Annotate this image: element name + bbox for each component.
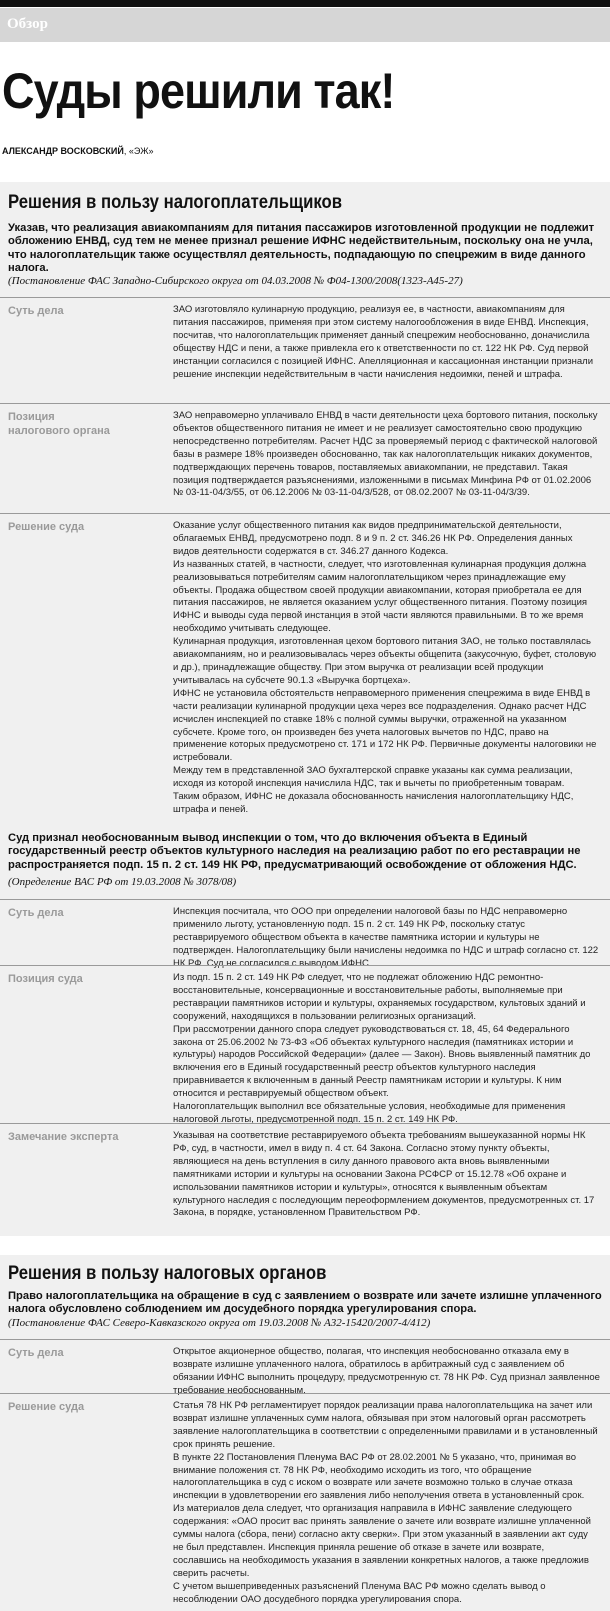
row-paragraph: Инспекция посчитала, что ООО при определении налоговой базы по НДС неправомерно применило льготу, установленную подп. 15 п. 2 ст. 149 НК РФ, поскольку статус реставрируемого обществом объекта в качестве памятника истории и культуры не подтвержден. Налогоплательщику были начислены недоимка по НДС и штраф согласно ст. 122 НК РФ. Суд не согласился с выводом ИФНС. (173, 906, 599, 969)
row-label: Суть дела (8, 1347, 64, 1359)
author-name: АЛЕКСАНДР ВОСКОВСКИЙ (2, 146, 124, 156)
row-paragraph: С учетом вышеприведенных разъяснений Пленума ВАС РФ можно сделать вывод о несоблюдении ОАО досудебного порядка урегулирования спора. (173, 1580, 546, 1605)
case-reference: (Постановление ФАС Западно-Сибирского округа от 04.03.2008 № Ф04-1300/2008(1323-А45-27) (8, 275, 463, 287)
row-paragraph: В пункте 22 Постановления Пленума ВАС РФ от 28.02.2001 № 5 указано, что, принимая во внимание положения ст. 78 НК РФ, необходимо исходить из того, что обращение налогоплательщика в суд с иском о возврате или зачете возможно только в случае отказа инспекции в удовлетворении его заявления либо неполучения ответа в установленный срок. (173, 1451, 585, 1502)
case-lead: Суд признал необоснованным вывод инспекции о том, что до включения объекта в Единый государственный реестр объектов культурного наследия на реализацию работ по его реставрации не распространяется подп. 15 п. 2 ст. 149 НК РФ, предусматривающий освобождение от обложения НДС. (8, 832, 581, 871)
row-label: Позиция суда (8, 973, 83, 985)
row-paragraph: Оказание услуг общественного питания как видов предпринимательской деятельности, облагаемых ЕНВД, предусмотрено подп. 8 и 9 п. 2 ст. 346.26 НК РФ. Определения данных видов деятельности содержатся в ст. 346.27 данного Кодекса. (173, 520, 573, 557)
top-rule (0, 0, 610, 7)
row-text (173, 520, 600, 817)
row-paragraph: Между тем в представленной ЗАО бухгалтерской справке указаны как сумма реализации, исходя из которой инспекция начислила НДС, так и вычеты по приобретенным товарам. (173, 765, 573, 790)
row-paragraph: Из названных статей, в частности, следует, что изготовленная кулинарная продукция должна реализовываться потребителям самим налогоплательщиком через принадлежащие ему объекты. Продажа обществом своей продукции авиакомпании, которая приобретала ее для питания пассажиров, не является оказанием услуг общественного питания. Поэтому позиция ИФНС и выводы суда первой инстанция в этой части являются правильными. В то же время необходимо учитывать следующее. (173, 558, 588, 635)
row-label: Суть дела (8, 907, 64, 919)
block-heading: Решения в пользу налогоплательщиков (8, 192, 343, 213)
block-taxpayer-wins (0, 182, 610, 1236)
row-paragraph: Из подп. 15 п. 2 ст. 149 НК РФ следует, что не подлежат обложению НДС ремонтно-восстановительные, консервационные и восстановительные работы, выполняемые при реставрации памятников истории и культуры, охраняемых государством, культовых зданий и сооружений, находящихся в пользовании религиозных организаций. (173, 972, 586, 1022)
case-reference: (Определение ВАС РФ от 19.03.2008 № 3078/08) (8, 876, 237, 888)
row-paragraph: Статья 78 НК РФ регламентирует порядок реализации права налогоплательщика на зачет или возврат излишне уплаченных сумм налога, обязывая при этом налоговый орган рассмотреть заявление налогоплательщика в соответствии с определенными правилами и в установленный срок принять решение. (173, 1400, 598, 1450)
case-row (0, 965, 610, 1123)
row-paragraph: Из материалов дела следует, что организация направила в ИФНС заявление следующего содержания: «ОАО просит вас принять заявление о зачете или возврате излишне уплаченной суммы налога (сбора, пени) согласно акту сверки». При этом указанный в заявлении акт суду не был представлен. Инспекция приняла решение об отказе в зачете или возврате, сославшись на необходимость указания в заявлении конкретных налогов, а также предложив сверить расчеты. (173, 1503, 591, 1579)
row-label: Решение суда (8, 1401, 85, 1413)
row-paragraph: ИФНС не установила обстоятельств неправомерного применения спецрежима в виде ЕНВД в части реализации кулинарной продукции цеха через все подразделения. Однако расчет НДС исчислен инспекцией по ставке 18% с полной суммы выручки, отраженной на указанном субсчете. Кроме того, он произведен без учета налоговых вычетов по НДС, право на применение которых предусмотрено ст. 171 и 172 НК РФ. Первичные документы налоговики не истребовали. (173, 687, 597, 764)
case-row (0, 1123, 610, 1236)
row-paragraph: Кулинарная продукция, изготовленная цехом бортового питания ЗАО, не только поставлялась авиакомпаниям, но и реализовывалась через объекты общепита (закусочную, буфет, столовую и др.), принадлежащие обществу. При этом выручка от реализации всей продукции учитывалась на субсчете 90.1.3 «Выручка бортцеха». (173, 636, 597, 686)
row-text (173, 906, 600, 971)
row-paragraph: При рассмотрении данного спора следует руководствоваться ст. 18, 45, 64 Федерального закона от 25.06.2002 № 73-ФЗ «Об объектах культурного наследия (памятниках истории и культуры) народов Российской Федерации» (далее — Закон). Вновь выявленный памятник до включения его в Единый государственный реестр объектов культурного наследия приравнивается к включенным в данный Реестр памятникам истории и культуры. К ним относится и реставрируемый обществом объект. (173, 1023, 591, 1100)
row-text (173, 972, 600, 1127)
row-text (173, 304, 600, 381)
section-label: Обзор (7, 16, 48, 32)
case-row (0, 297, 610, 403)
case-row (0, 899, 610, 969)
row-paragraph: ЗАО изготовляло кулинарную продукцию, реализуя ее, в частности, авиакомпаниям для питания пассажиров, применяя при этом систему налогообложения в виде ЕНВД. Инспекция, посчитав, что налогоплательщик применяет данный спецрежим необоснованно, доначислила обществу НДС и пени, а также привлекла его к ответственности по ст. 122 НК РФ. Суд первой инстанции согласился с позицией ИФНС. Апелляционная и кассационная инстанции признали решение инспекции недействительным в части начисления недоимки, пеней и штрафа. (173, 304, 594, 380)
case-lead: Указав, что реализация авиакомпаниям для питания пассажиров изготовленной продукции не подлежит обложению ЕНВД, суд тем не менее признал решение ИФНС недействительным, поскольку она не учла, что налогоплательщик также осуществлял деятельность, подпадающую по спецрежим в виде данного налога. (8, 222, 595, 275)
case-row (0, 1339, 610, 1396)
row-text (173, 1130, 600, 1220)
case-reference: (Постановление ФАС Северо-Кавказского округа от 19.03.2008 № А32-15420/2007-4/412) (8, 1317, 431, 1329)
row-label: Суть дела (8, 305, 64, 317)
row-text (173, 1400, 600, 1607)
case-row (0, 403, 610, 513)
row-label: Замечание эксперта (8, 1131, 119, 1143)
case-lead: Право налогоплательщика на обращение в суд с заявлением о возврате или зачете излишне уплаченного налога обусловлено соблюдением им досудебного порядка урегулирования спора. (8, 1290, 602, 1316)
row-paragraph: Налогоплательщик выполнил все обязательные условия, необходимые для применения налоговой льготы, предусмотренной подп. 15 п. 2 ст. 149 НК РФ. (173, 1101, 566, 1125)
case-row (0, 513, 610, 831)
row-paragraph: Таким образом, ИФНС не доказала обоснованность начисления налогоплательщику НДС, штрафа и пеней. (173, 791, 574, 815)
row-label: Решение суда (8, 521, 85, 533)
page-title: Суды решили так! (2, 63, 395, 119)
row-text (173, 1346, 600, 1398)
block-heading: Решения в пользу налоговых органов (8, 1263, 327, 1284)
row-paragraph: Открытое акционерное общество, полагая, что инспекция необоснованно отказала ему в возврате излишне уплаченного налога, обратилось в арбитражный суд с заявлением об обязании ИФНС выполнить процедуру, предусмотренную ст. 78 НК РФ. Суд признал заявленное требование необоснованным. (173, 1346, 600, 1396)
row-paragraph: ЗАО неправомерно уплачивало ЕНВД в части деятельности цеха бортового питания, поскольку объектов общественного питания не имеет и не реализует самостоятельно свою продукцию непосредственно потребителям. Расчет НДС за проверяемый период с фактической налоговой базы в размере 18% произведен обоснованно, так как налогоплательщик никаких документов, подтверждающих перечень товаров, поставляемых авиакомпании, не представил. Такая позиция подтверждается разъяснениями, изложенными в письмах Минфина РФ от 01.02.2006 № 03-11-04/3/55, от 06.12.2006 № 03-11-04/3/528, от 08.02.2007 № 03-11-04/3/39. (173, 410, 598, 499)
section-header (0, 8, 610, 42)
byline (2, 146, 154, 156)
case-row (0, 1393, 610, 1611)
row-label: Позиция налогового органа (8, 411, 110, 437)
row-paragraph: Указывая на соответствие реставрируемого объекта требованиям вышеуказанной нормы НК РФ, суд, в частности, имел в виду п. 4 ст. 64 Закона. Согласно этому пункту объекты, являющиеся на день вступления в силу данного правового акта вновь выявленными памятниками истории и культуры на основании Закона РСФСР от 15.12.78 «Об охране и использовании памятников истории и культуры», относятся к выявленным объектам культурного наследия с последующим переоформлением документов, предусмотренных ст. 17 Закона, в порядке, установленном Правительством РФ. (173, 1130, 595, 1219)
author-outlet: , «ЭЖ» (123, 146, 154, 156)
row-text (173, 410, 600, 500)
block-tax-authority-wins (0, 1255, 610, 1611)
